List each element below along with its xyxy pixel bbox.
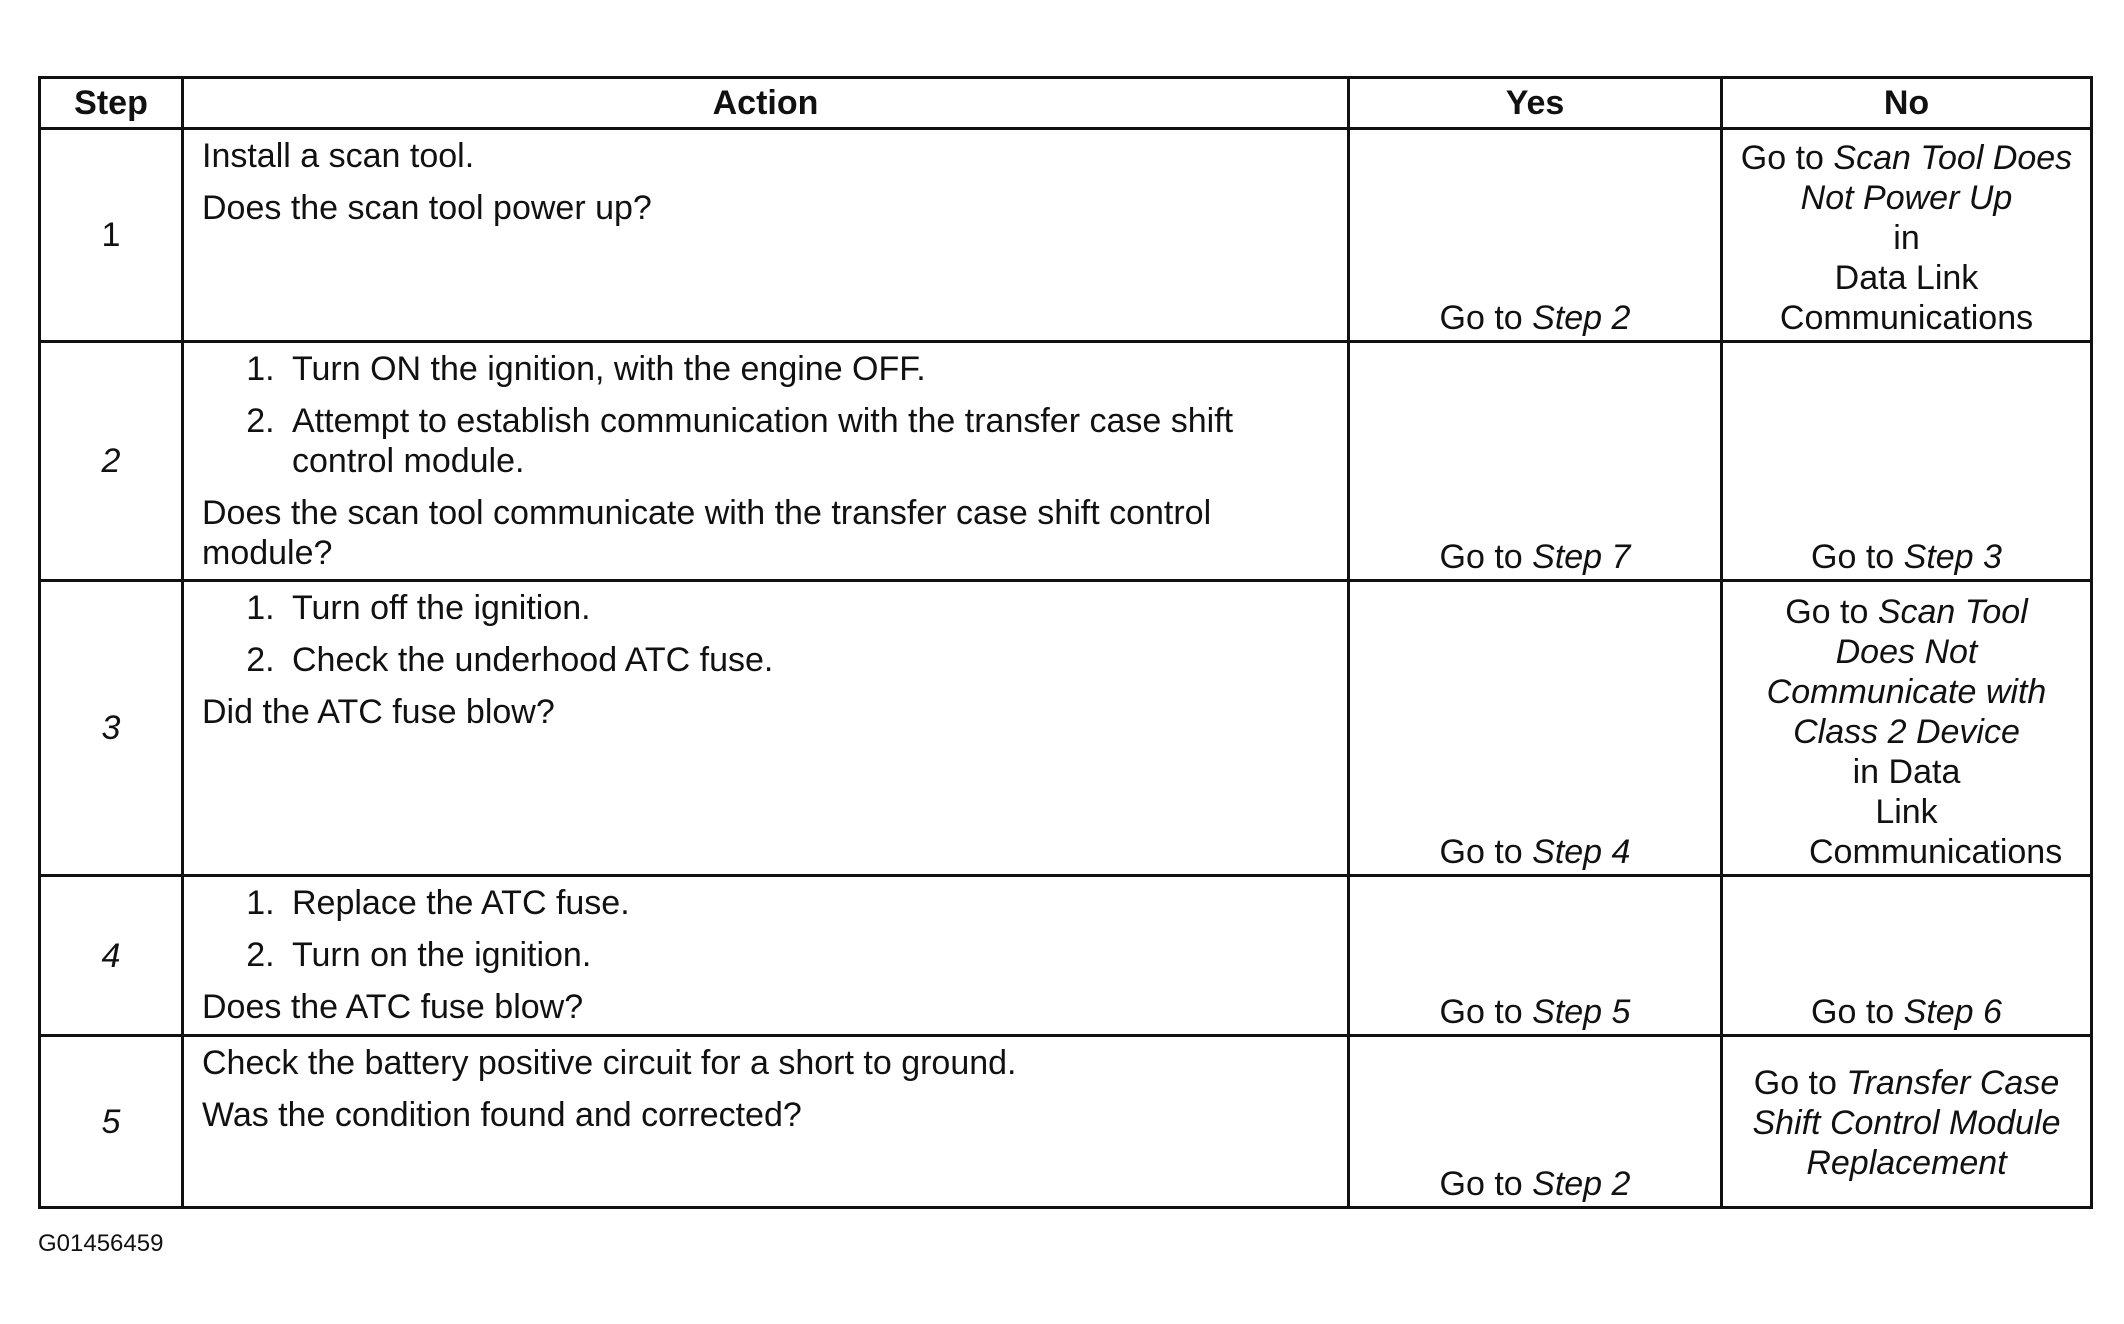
action-question: Does the scan tool communicate with the transfer case shift control module?: [202, 494, 1212, 572]
yes-cell: [1349, 342, 1722, 581]
no-procedure-link[interactable]: Scan Tool Does Not Communicate with Class 2 Device: [1766, 593, 2047, 751]
action-list-item: 1. Turn off the ignition.: [284, 588, 1329, 628]
figure-id: G01456459: [38, 1230, 164, 1257]
action-cell: [183, 1036, 1349, 1208]
step-number: 4: [101, 936, 121, 975]
no-prefix: Go to: [1740, 139, 1834, 177]
no-suffix: in Data: [1852, 753, 1961, 791]
no-prefix: Go to: [1753, 1063, 1847, 1102]
diagnostic-procedure-table: [38, 76, 2093, 1209]
action-instruction: Check the battery positive circuit for a short to ground.: [202, 1044, 1017, 1082]
action-cell: [183, 876, 1349, 1036]
no-step-link[interactable]: Step 3: [1903, 538, 2002, 576]
step-cell: [40, 1036, 183, 1208]
action-list-item: 2. Attempt to establish communication with the transfer case shift control module.: [284, 401, 1329, 481]
table-row: [40, 876, 2092, 1036]
header-action: Action: [183, 78, 1349, 129]
no-procedure-link[interactable]: Transfer Case Shift Control Module Replacement: [1752, 1063, 2061, 1182]
yes-prefix: Go to: [1439, 833, 1533, 871]
yes-step-link[interactable]: Step 2: [1532, 1165, 1631, 1203]
action-instruction: Install a scan tool.: [202, 137, 475, 175]
table-row: [40, 581, 2092, 876]
action-list-item: 1. Replace the ATC fuse.: [284, 883, 1329, 923]
action-question: Was the condition found and corrected?: [202, 1096, 802, 1134]
no-procedure-link[interactable]: Scan Tool Does Not Power Up: [1800, 139, 2073, 217]
yes-step-link[interactable]: Step 2: [1532, 299, 1631, 337]
table-row: [40, 129, 2092, 342]
no-section: Link Communications: [1809, 793, 2063, 871]
step-cell: [40, 876, 183, 1036]
yes-step-link[interactable]: Step 7: [1532, 538, 1631, 576]
action-list-item: 2. Turn on the ignition.: [284, 935, 1329, 975]
action-cell: [183, 129, 1349, 342]
table-row: [40, 1036, 2092, 1208]
no-cell: [1722, 581, 2092, 876]
no-cell: [1722, 129, 2092, 342]
action-list: [202, 588, 1329, 680]
yes-prefix: Go to: [1439, 1165, 1533, 1203]
yes-cell: [1349, 581, 1722, 876]
no-section: Data Link Communications: [1779, 259, 2034, 337]
header-no: No: [1722, 78, 2092, 129]
action-cell: [183, 342, 1349, 581]
action-list-item: 1. Turn ON the ignition, with the engine OFF.: [284, 349, 1329, 389]
yes-cell: [1349, 1036, 1722, 1208]
yes-prefix: Go to: [1439, 538, 1533, 576]
step-number: 2: [101, 442, 121, 480]
action-cell: [183, 581, 1349, 876]
action-question: Does the scan tool power up?: [202, 189, 652, 227]
action-list: [202, 883, 1329, 975]
action-question: Did the ATC fuse blow?: [202, 693, 555, 731]
no-prefix: Go to: [1785, 593, 1878, 631]
step-number: 1: [101, 216, 121, 254]
yes-prefix: Go to: [1439, 299, 1533, 337]
no-cell: [1722, 876, 2092, 1036]
no-cell: [1722, 1036, 2092, 1208]
yes-cell: [1349, 876, 1722, 1036]
header-step: Step: [40, 78, 183, 129]
action-list-item: 2. Check the underhood ATC fuse.: [284, 640, 1329, 680]
step-number: 5: [101, 1102, 121, 1141]
table-row: [40, 342, 2092, 581]
yes-step-link[interactable]: Step 5: [1532, 993, 1631, 1031]
table-header-row: [40, 78, 2092, 129]
step-number: 3: [101, 709, 121, 747]
yes-prefix: Go to: [1439, 993, 1533, 1031]
action-list: [202, 349, 1329, 481]
yes-cell: [1349, 129, 1722, 342]
no-prefix: Go to: [1811, 993, 1904, 1031]
action-question: Does the ATC fuse blow?: [202, 988, 584, 1026]
no-step-link[interactable]: Step 6: [1903, 993, 2002, 1031]
no-prefix: Go to: [1811, 538, 1904, 576]
yes-step-link[interactable]: Step 4: [1532, 833, 1631, 871]
header-yes: Yes: [1349, 78, 1722, 129]
no-cell: [1722, 342, 2092, 581]
no-suffix: in: [1893, 219, 1920, 257]
step-cell: [40, 129, 183, 342]
step-cell: [40, 581, 183, 876]
step-cell: [40, 342, 183, 581]
